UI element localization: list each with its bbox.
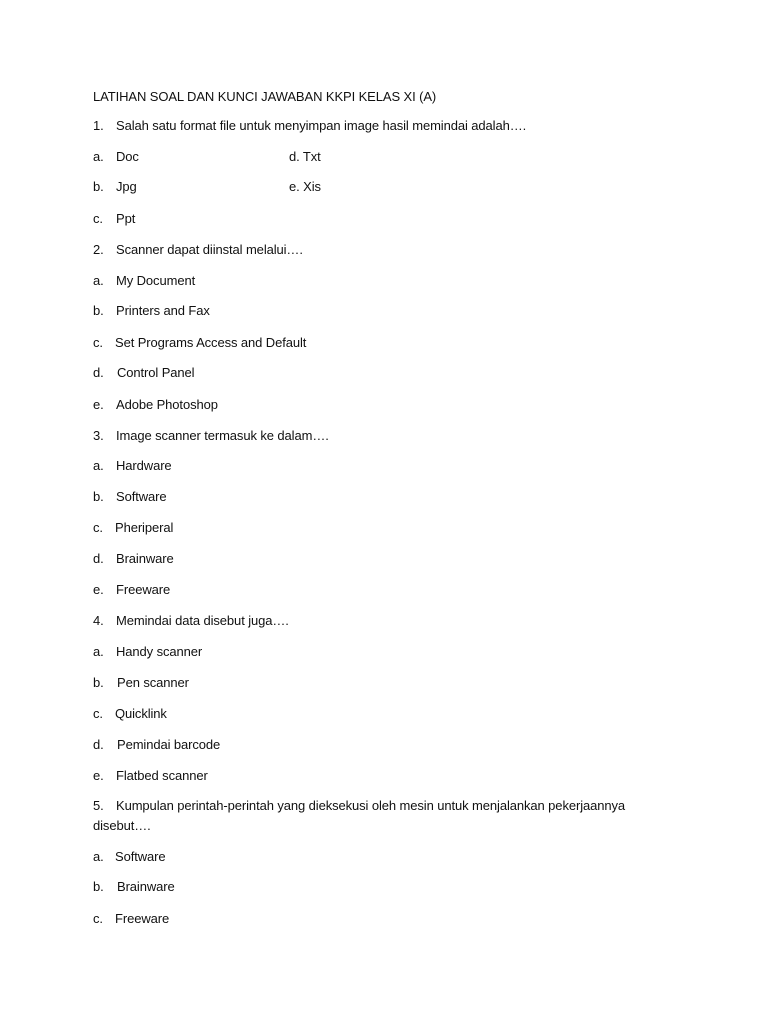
option-marker: b. (93, 675, 104, 690)
option-text: Freeware (116, 582, 171, 597)
option-text: Adobe Photoshop (116, 397, 218, 412)
option-marker: c. (93, 335, 103, 350)
option-text: Control Panel (117, 365, 195, 380)
option-text: Handy scanner (116, 644, 203, 659)
option-marker: a. (93, 458, 104, 473)
option-text: d. Txt (289, 149, 321, 164)
option-text: Freeware (115, 911, 170, 926)
option-text: Software (116, 489, 167, 504)
question-number: 3. (93, 428, 104, 443)
option-text: Hardware (116, 458, 172, 473)
option-text: Brainware (116, 551, 174, 566)
option-marker: e. (93, 582, 104, 597)
question-number: 1. (93, 118, 104, 133)
option-text: Flatbed scanner (116, 768, 208, 783)
option-text: Pemindai barcode (117, 737, 221, 752)
option-marker: a. (93, 644, 104, 659)
option-text: Brainware (117, 879, 175, 894)
option-marker: b. (93, 179, 104, 194)
option-text: Pen scanner (117, 675, 189, 690)
option-marker: a. (93, 273, 104, 288)
option-marker: e. (93, 397, 104, 412)
question-text: Memindai data disebut juga…. (116, 613, 289, 628)
option-marker: b. (93, 879, 104, 894)
option-marker: a. (93, 149, 104, 164)
option-marker: d. (93, 737, 104, 752)
option-text: Ppt (116, 211, 136, 226)
option-marker: a. (93, 849, 104, 864)
option-marker: c. (93, 911, 103, 926)
option-text: Set Programs Access and Default (115, 335, 307, 350)
document-title: LATIHAN SOAL DAN KUNCI JAWABAN KKPI KELAS XI (A) (93, 89, 437, 104)
option-text: Printers and Fax (116, 303, 210, 318)
option-text: e. Xis (289, 179, 321, 194)
option-marker: c. (93, 211, 103, 226)
option-text: Pheriperal (115, 520, 174, 535)
question-text: Image scanner termasuk ke dalam…. (116, 428, 329, 443)
question-5 (93, 796, 683, 836)
option-marker: d. (93, 365, 104, 380)
option-text: Doc (116, 149, 139, 164)
option-marker: c. (93, 520, 103, 535)
question-text: Scanner dapat diinstal melalui…. (116, 242, 303, 257)
option-text: Quicklink (115, 706, 167, 721)
option-marker: b. (93, 303, 104, 318)
question-text: Salah satu format file untuk menyimpan image hasil memindai adalah…. (116, 118, 527, 133)
option-text: My Document (116, 273, 196, 288)
option-marker: e. (93, 768, 104, 783)
option-text: Jpg (116, 179, 137, 194)
question-text: Kumpulan perintah-perintah yang dieksekusi oleh mesin untuk menjalankan pekerjaannya disebut…. (93, 798, 626, 833)
option-marker: b. (93, 489, 104, 504)
question-number: 4. (93, 613, 104, 628)
option-text: Software (115, 849, 166, 864)
option-marker: c. (93, 706, 103, 721)
question-number: 2. (93, 242, 104, 257)
question-number: 5. (93, 798, 104, 813)
option-marker: d. (93, 551, 104, 566)
